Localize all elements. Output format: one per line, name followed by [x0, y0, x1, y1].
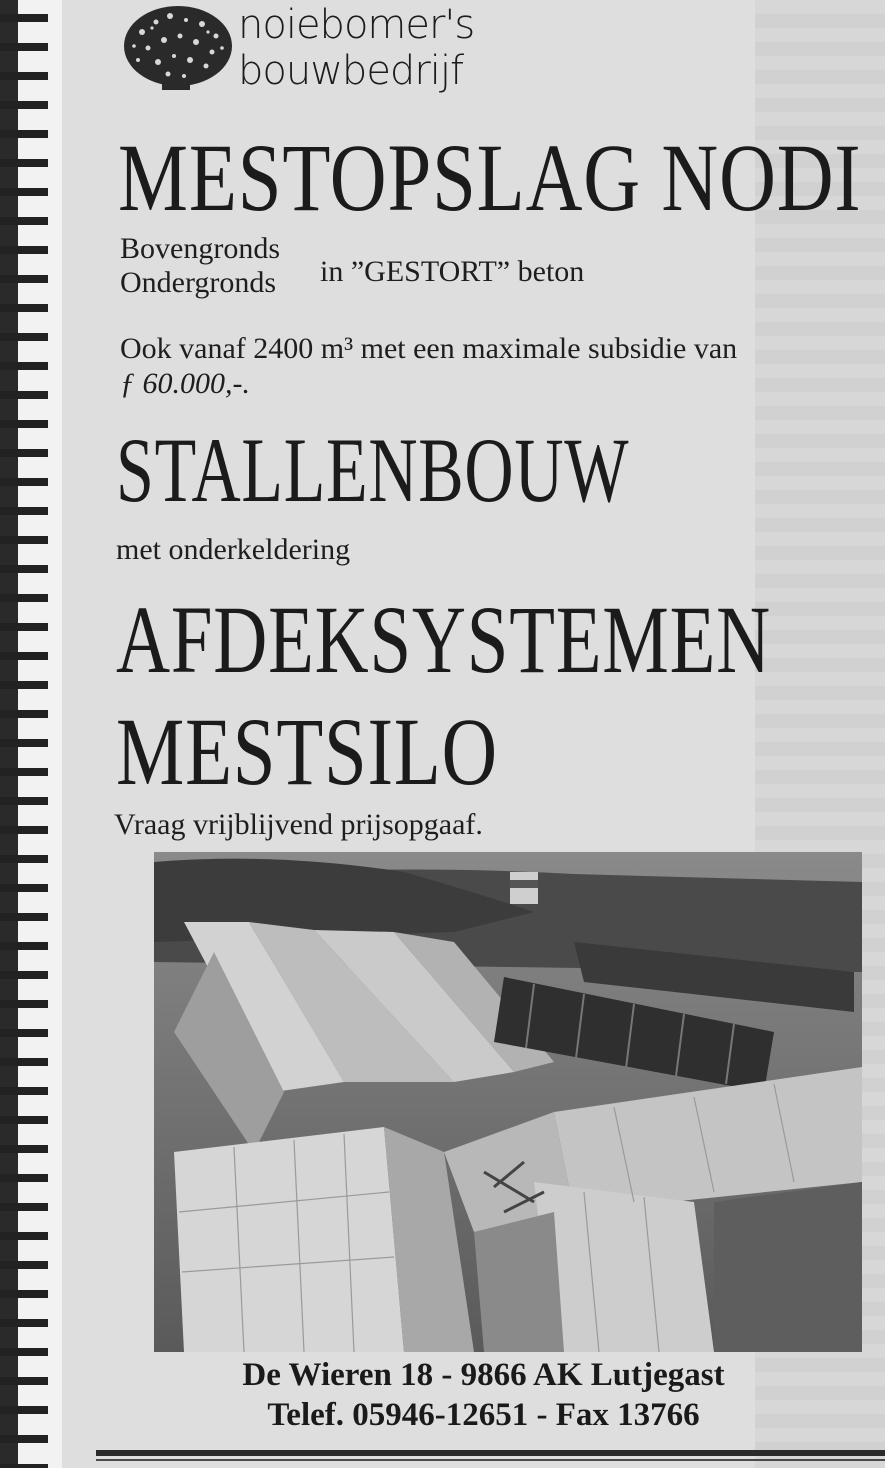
- company-logo: [122, 0, 582, 105]
- storage-option-underground: Ondergronds: [120, 266, 277, 299]
- subsidy-amount: ƒ 60.000,-.: [120, 367, 250, 400]
- storage-material: in ”GESTORT” beton: [320, 255, 585, 288]
- spiral-binding: [0, 0, 70, 1468]
- bottom-rule: [96, 1450, 885, 1456]
- concrete-pit-illustration: [154, 852, 862, 1352]
- construction-photo: [154, 852, 862, 1352]
- stallenbouw-note: met onderkeldering: [116, 533, 351, 566]
- company-name: [238, 2, 474, 94]
- storage-option-above-ground: Bovengronds: [120, 232, 280, 265]
- newspaper-page: [62, 0, 885, 1468]
- company-name-line2: bouwbedrijf: [238, 48, 464, 94]
- subsidy-line: Ook vanaf 2400 m³ met een maximale subsidie van: [120, 332, 738, 365]
- storage-options: [120, 232, 280, 300]
- address-block: [82, 1355, 885, 1435]
- call-to-action: Vraag vrijblijvend prijsopgaaf.: [114, 808, 483, 841]
- tree-logo-icon: [122, 2, 234, 94]
- binding-loops: [0, 0, 70, 1468]
- advertisement: [82, 0, 885, 1468]
- company-name-line1: noiebomer's: [238, 2, 475, 48]
- headline-mestsilo: MESTSILO: [116, 698, 498, 805]
- phone-fax: Telef. 05946-12651 - Fax 13766: [267, 1397, 700, 1433]
- street-address: De Wieren 18 - 9866 AK Lutjegast: [242, 1357, 725, 1393]
- headline-stallenbouw: STALLENBOUW: [116, 419, 630, 521]
- bottom-rule-thin: [96, 1459, 885, 1461]
- headline-mestopslag: MESTOPSLAG NODI: [118, 124, 862, 231]
- headline-afdeksystemen: AFDEKSYSTEMEN: [116, 586, 771, 693]
